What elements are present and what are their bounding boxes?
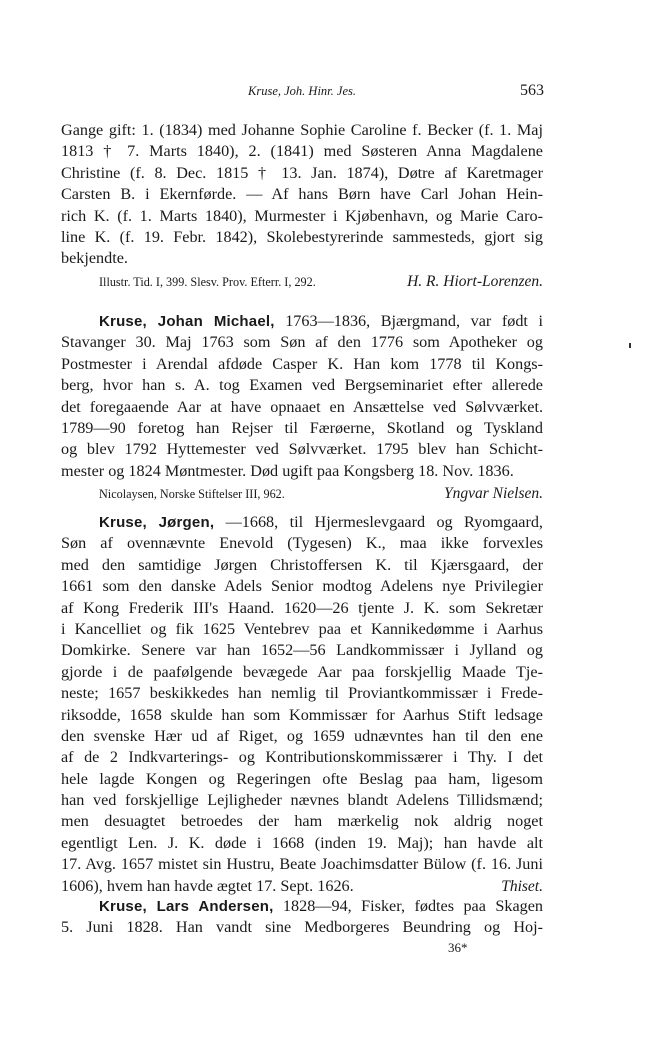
source-reference: Illustr. Tid. I, 399. Slesv. Prov. Efterr. I, 292. [99,274,316,289]
margin-speck [629,343,631,348]
entry-continuation [61,120,543,291]
text-line: Søn af ovennævnte Enevold (Tygesen) K., maa ikke forvexles [61,534,543,553]
text-line: riksodde, 1658 skulde han som Kommissær for Aarhus Stift ledsage [61,705,543,724]
entry-jorgen [61,512,543,897]
text-line: Domkirke. Senere var han 1652—56 Landkommissær i Jylland og [61,641,543,660]
text-line: og blev 1792 Hyttemester ved Sølvværket. 1795 blev han Schicht- [61,440,543,459]
text-line: neste; 1657 beskikkedes han nemlig til Proviantkommissær i Frede- [61,684,543,703]
running-head [60,82,544,106]
entry-headword: Kruse, Johan Michael, [99,313,275,330]
entry-author: H. R. Hiort-Lorenzen. [407,272,543,290]
entry-first-line [61,512,543,533]
text-line: 1813 † 7. Marts 1840), 2. (1841) med Søsteren Anna Magdalene [61,142,543,161]
text-line: Postmester i Arendal afdøde Casper K. Han kom 1778 til Kongs- [61,354,543,373]
text-line: men desuagtet betroedes der ham mærkelig nok aldrig noget [61,812,543,831]
text-line: 1789—90 foretog han Rejser til Færøerne, Skotland og Tyskland [61,418,543,437]
entry-first-line-text: 1828—94, Fisker, fødtes paa Skagen [273,897,544,915]
text-line: hele lagde Kongen og Regeringen ofte Beslag paa ham, ligesom [61,769,543,788]
entry-first-line-text: 1763—1836, Bjærgmand, var født i [274,312,543,330]
text-line: Stavanger 30. Maj 1763 som Søn af den 1776 som Apotheker og [61,333,543,352]
text-line: af Kong Frederik III's Haand. 1620—26 tjente J. K. som Sekretær [61,598,543,617]
entry-author: Thiset. [501,877,543,895]
source-reference: Nicolaysen, Norske Stiftelser III, 962. [99,487,285,502]
entry-headword: Kruse, Jørgen, [99,514,215,531]
text-line: det foregaaende Aar at have opnaaet en Ansættelse ved Sølvværket. [61,397,543,416]
entry-first-line [61,896,543,917]
entry-first-line-text: —1668, til Hjermeslevgaard og Ryomgaard, [214,513,543,531]
text-line: med den samtidige Jørgen Christoffersen K. til Kjærsgaard, der [61,555,543,574]
entry-first-line [61,311,543,332]
source-line [61,271,543,291]
text-line: rich K. (f. 1. Marts 1840), Murmester i Kjøbenhavn, og Marie Caro- [61,206,543,225]
text-line: Carsten B. i Ekernførde. — Af hans Børn have Carl Johan Hein- [61,185,543,204]
page-number: 563 [520,82,544,99]
entry-lars-andersen [61,896,543,939]
text-line: i Kancelliet og fik 1625 Ventebrev paa et Kannikedømme i Aarhus [61,619,543,638]
text-line: 1606), hvem han havde ægtet 17. Sept. 1626. [61,876,354,895]
entry-headword: Kruse, Lars Andersen, [99,898,274,915]
text-line: gjorde i de paafølgende bevægede Aar paa forskjellig Maade Tje- [61,662,543,681]
source-line [61,483,543,503]
running-title: Kruse, Joh. Hinr. Jes. [248,84,356,98]
text-line: Gange gift: 1. (1834) med Johanne Sophie Caroline f. Becker (f. 1. Maj [61,121,543,139]
text-line: den svenske Hær ud af Riget, og 1659 udnævntes han til den ene [61,726,543,745]
text-line: berg, hvor han s. A. tog Examen ved Bergseminariet efter allerede [61,376,543,395]
entry-last-line [61,876,543,897]
text-line: Christine (f. 8. Dec. 1815 † 13. Jan. 1874), Døtre af Karetmager [61,163,543,182]
signature-mark: 36* [448,940,468,955]
text-line: line K. (f. 19. Febr. 1842), Skolebestyrerinde sammesteds, gjort sig [61,227,543,246]
text-line: 5. Juni 1828. Han vandt sine Medborgeres Beundring og Hoj- [61,918,543,937]
text-line: egentligt Len. J. K. døde i 1668 (inden 19. Maj); han havde alt [61,833,543,852]
text-line: han ved forskjellige Lejligheder nævnes blandt Adelens Tillidsmænd; [61,791,543,810]
text-line: 1661 som den danske Adels Senior modtog Adelens nye Privilegier [61,577,543,596]
entry-author: Yngvar Nielsen. [443,485,543,503]
text-line: af de 2 Indkvarterings- og Kontributionskommissærer i Thy. I det [61,748,543,767]
entry-johan-michael [61,311,543,503]
text-line: mester og 1824 Møntmester. Død ugift paa Kongsberg 18. Nov. 1836. [61,461,514,480]
text-line: bekjendte. [61,249,128,268]
text-line: 17. Avg. 1657 mistet sin Hustru, Beate Joachimsdatter Bülow (f. 16. Juni [61,855,543,874]
